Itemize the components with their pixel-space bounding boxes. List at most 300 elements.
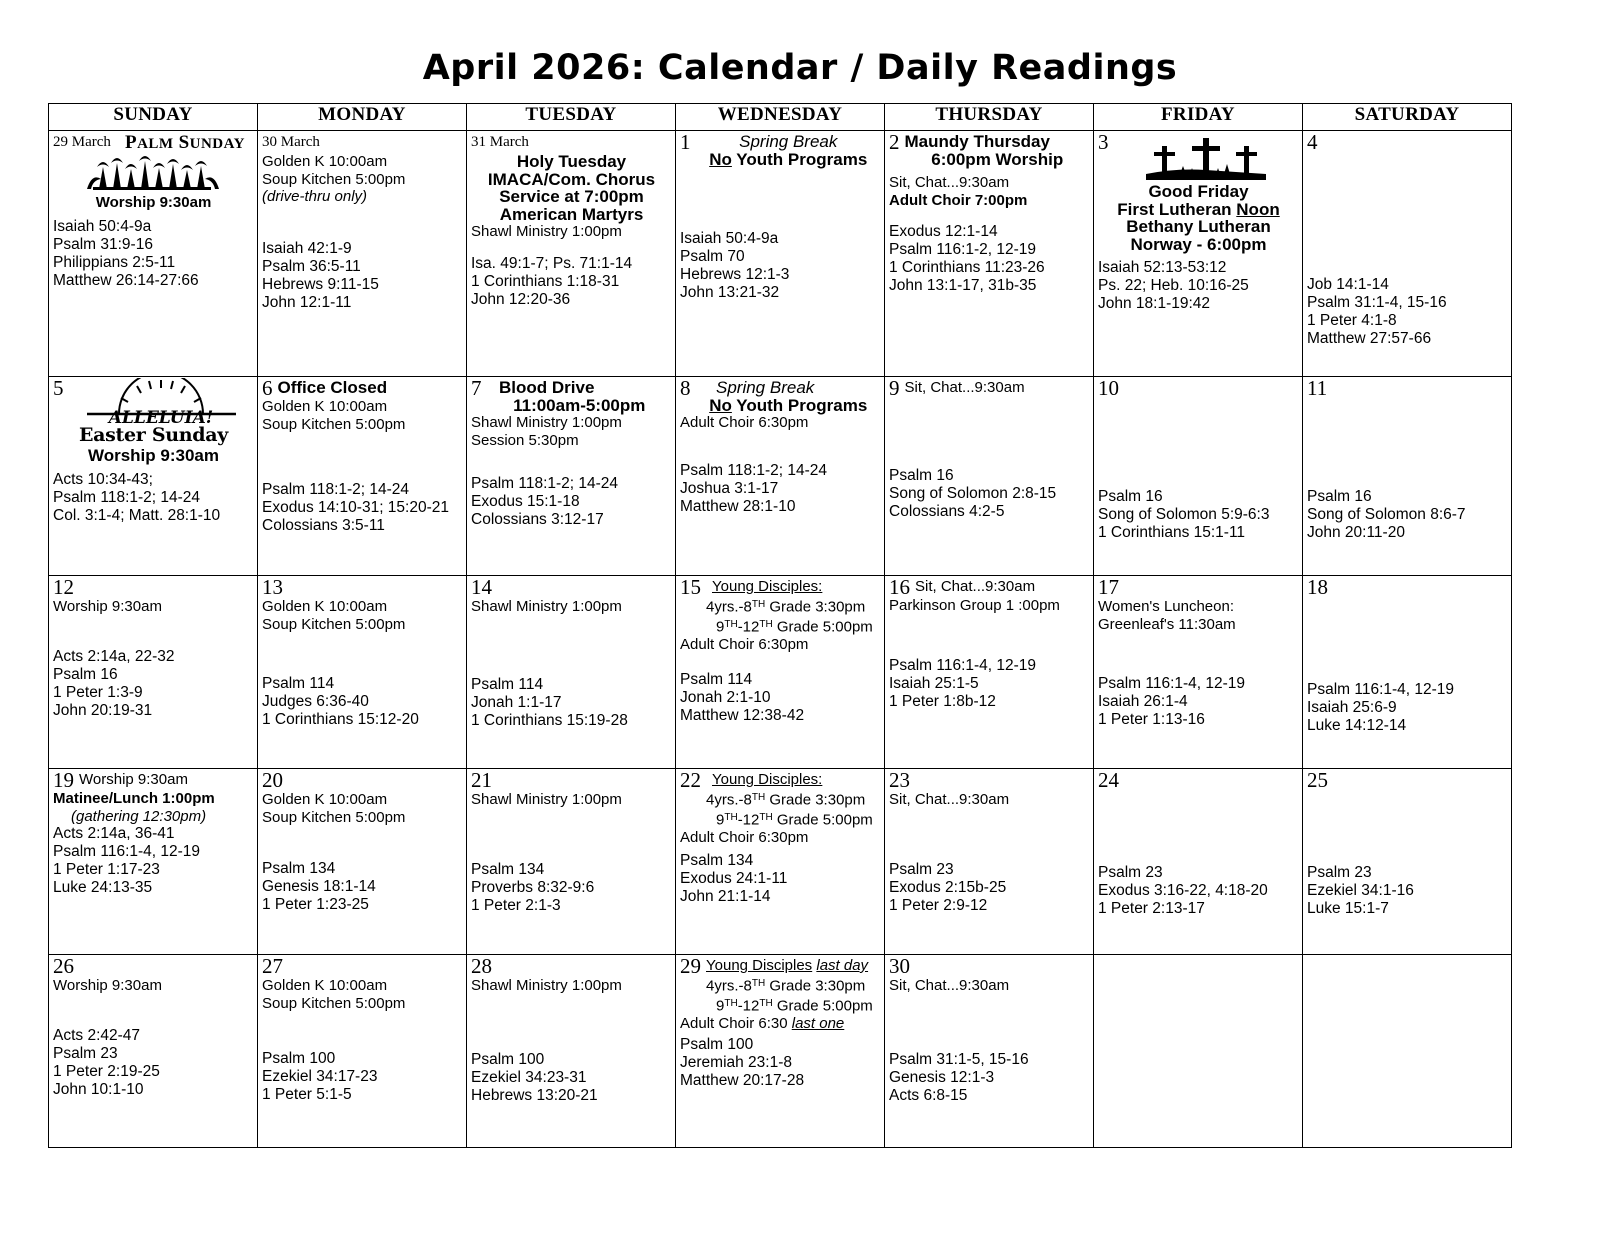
reading-item: Song of Solomon 8:6-7 [1307,506,1466,523]
svg-text:ALLELUIA!: ALLELUIA! [108,408,214,424]
readings-list [680,1036,881,1090]
reading-item: Psalm 31:1-4, 15-16 [1307,294,1447,311]
reading-item: Psalm 116:1-2, 12-19 [889,241,1037,258]
calendar-cell[interactable] [1303,769,1512,955]
reading-item: Psalm 23 [889,860,954,878]
calendar-cell-empty [1094,955,1303,1148]
alleluia-sunrise-icon [53,378,254,424]
event-item: First Lutheran Noon [1117,199,1280,219]
event-item: (gathering 12:30pm) [71,807,207,825]
event-list [680,132,881,168]
readings-list [53,1027,254,1099]
reading-item: John 10:1-10 [53,1080,144,1098]
weekday-header-monday [258,104,467,131]
reading-item: Isaiah 26:1-4 [1098,693,1188,710]
reading-item: Ezekiel 34:17-23 [262,1068,378,1085]
event-list [471,790,672,809]
page-title: April 2026: Calendar / Daily Readings [422,48,1178,88]
event-item: Worship 9:30am [95,194,212,211]
event-item: Bethany Lutheran [1126,217,1271,236]
reading-item: Psalm 16 [1098,488,1163,505]
event-list [889,577,1090,615]
event-item: Sit, Chat...9:30am [889,791,1010,808]
reading-item: Exodus 24:1-11 [680,870,788,887]
event-list [53,446,254,465]
event-item: Sit, Chat...9:30am [904,379,1025,396]
reading-item: 1 Peter 1:3-9 [53,683,143,701]
event-item: Sit, Chat...9:30am [889,174,1010,191]
event-item: Service at 7:00pm [499,187,644,206]
event-item: Worship 9:30am [87,446,219,465]
readings-list [471,1051,672,1105]
calendar-cell[interactable] [467,377,676,576]
event-item: Women's Luncheon: [1098,598,1235,615]
calendar-table [48,103,1512,1148]
weekday-label: THURSDAY [935,104,1043,125]
event-list [53,976,254,995]
day-number: 26 [53,954,74,978]
event-item: 6:00pm Worship [931,149,1064,169]
day-number: 14 [471,575,492,599]
day-number: 5 [53,376,64,400]
calendar-cell[interactable] [49,769,258,955]
event-list [889,790,1090,809]
reading-item: Psalm 116:1-4, 12-19 [1098,675,1246,692]
day-number: 13 [262,575,283,599]
reading-item: Isaiah 50:4-9a [680,230,779,247]
calendar-cell[interactable] [676,955,885,1148]
reading-item: Psalm 116:1-4, 12-19 [1307,681,1455,698]
day-number: 31 March [471,134,529,150]
reading-item: Exodus 14:10-31; 15:20-21 [262,499,449,516]
weekday-header-friday [1094,104,1303,131]
reading-item: Colossians 3:5-11 [262,517,385,534]
readings-list [262,675,463,729]
event-item: Adult Choir 6:30 last one [680,1014,845,1032]
event-list [680,956,881,1032]
event-item: Shawl Ministry 1:00pm [471,598,622,615]
calendar-cell[interactable] [676,769,885,955]
readings-list [53,648,254,720]
day-number: 29 [680,954,701,978]
readings-list [1098,488,1299,542]
event-item: (drive-thru only) [262,188,368,205]
day-number: 2 [889,130,900,154]
calendar-cell[interactable] [258,131,467,377]
calendar-cell[interactable] [258,769,467,955]
event-list [889,132,1090,209]
reading-item: 1 Peter 2:1-3 [471,896,561,914]
event-list [889,376,1090,400]
calendar-cell[interactable] [49,131,258,377]
readings-list [1307,488,1508,542]
calendar-week-row [49,769,1512,955]
event-item: 9TH-12TH Grade 5:00pm [716,811,873,828]
calendar-cell[interactable] [1303,377,1512,576]
weekday-label: SUNDAY [113,104,193,125]
event-item: Session 5:30pm [471,431,579,449]
reading-item: 1 Peter 1:8b-12 [889,692,996,710]
day-number: 25 [1307,768,1328,792]
readings-list [1307,276,1508,348]
event-list [889,976,1090,995]
reading-item: Psalm 100 [262,1050,336,1067]
calendar-cell[interactable] [885,576,1094,769]
readings-list [262,481,463,535]
readings-list [471,255,672,309]
reading-item: Proverbs 8:32-9:6 [471,878,595,896]
event-item: Soup Kitchen 5:00pm [262,994,406,1012]
readings-list [1307,864,1508,918]
day-number: 12 [53,575,74,599]
reading-item: Psalm 116:1-4, 12-19 [53,843,201,860]
readings-list [889,223,1090,295]
weekday-header-tuesday [467,104,676,131]
readings-list [262,1050,463,1104]
event-list [53,193,254,212]
reading-item: 1 Peter 1:23-25 [262,896,369,913]
event-list [262,790,463,826]
event-list [262,976,463,1012]
reading-item: John 13:1-17, 31b-35 [889,277,1037,294]
reading-item: John 12:1-11 [262,293,352,311]
event-list [471,378,672,449]
event-list [262,152,463,206]
reading-item: Psalm 114 [680,671,753,688]
reading-item: Exodus 15:1-18 [471,493,580,510]
reading-item: Jeremiah 23:1-8 [680,1054,793,1071]
reading-item: Isaiah 50:4-9a [53,217,152,235]
reading-item: Matthew 28:1-10 [680,497,796,515]
event-list [680,770,881,846]
reading-item: Acts 2:14a, 22-32 [53,647,175,665]
weekday-label: SATURDAY [1354,104,1460,125]
readings-list [1098,675,1299,729]
reading-item: Acts 10:34-43; [53,470,153,488]
day-number: 10 [1098,376,1119,400]
weekday-label: MONDAY [318,104,406,125]
event-item: 11:00am-5:00pm [513,395,646,415]
reading-item: Genesis 12:1-3 [889,1068,995,1086]
event-item: IMACA/Com. Chorus [487,169,656,189]
calendar-week-row [49,955,1512,1148]
calendar-cell[interactable] [1094,769,1303,955]
day-number: 6 [262,376,273,400]
event-item: Young Disciples: [712,578,823,595]
calendar-cell[interactable] [467,576,676,769]
event-list [471,152,672,241]
reading-item: John 18:1-19:42 [1098,295,1211,312]
calendar-cell[interactable] [49,955,258,1148]
event-list [471,976,672,995]
readings-list [889,861,1090,915]
reading-item: Psalm 16 [53,665,118,683]
event-item: Soup Kitchen 5:00pm [262,808,406,826]
event-item: American Martyrs [499,204,644,224]
reading-item: John 12:20-36 [471,290,571,308]
easter-sunday-label: Easter Sunday [78,424,229,446]
reading-item: Psalm 116:1-4, 12-19 [889,656,1037,674]
event-item: 9TH-12TH Grade 5:00pm [716,997,873,1014]
calendar-cell[interactable] [1094,131,1303,377]
reading-item: Psalm 134 [471,860,545,878]
reading-item: Matthew 20:17-28 [680,1072,805,1089]
day-number: 24 [1098,768,1119,792]
event-list [53,597,254,616]
reading-item: Psalm 100 [471,1050,545,1068]
reading-item: 1 Peter 1:13-16 [1098,711,1205,728]
readings-list [1098,259,1299,313]
event-item: Spring Break [739,132,838,151]
readings-list [471,676,672,730]
calendar-cell[interactable] [676,377,885,576]
calendar-cell[interactable] [885,955,1094,1148]
calendar-cell[interactable] [1303,131,1512,377]
day-number: 3 [1098,130,1109,154]
reading-item: Job 14:1-14 [1307,276,1389,293]
readings-list [262,860,463,914]
readings-list [1098,864,1299,918]
weekday-label: TUESDAY [525,104,617,125]
event-item: Worship 9:30am [53,977,162,994]
reading-item: Matthew 27:57-66 [1307,330,1432,347]
reading-item: Isaiah 42:1-9 [262,239,352,257]
event-item: Adult Choir 6:30pm [680,414,809,431]
event-item: Matinee/Lunch 1:00pm [53,790,215,807]
reading-item: 1 Peter 4:1-8 [1307,312,1397,329]
reading-item: Psalm 31:1-5, 15-16 [889,1050,1029,1068]
event-item: Sit, Chat...9:30am [915,578,1036,595]
reading-item: Genesis 18:1-14 [262,878,376,895]
reading-item: Hebrews 9:11-15 [262,275,379,293]
reading-item: Psalm 118:1-2; 14-24 [471,475,619,492]
readings-list [471,861,672,915]
reading-item: 1 Peter 1:17-23 [53,861,160,878]
reading-item: Psalm 23 [53,1044,118,1062]
calendar-cell[interactable] [258,955,467,1148]
readings-list [680,462,881,516]
day-number: 30 [889,954,910,978]
day-number: 1 [680,130,691,154]
reading-item: Hebrews 12:1-3 [680,266,790,283]
reading-item: Colossians 3:12-17 [471,511,604,528]
calendar-cell[interactable] [885,131,1094,377]
day-number: 30 March [262,134,320,150]
reading-item: Psalm 134 [262,860,336,877]
weekday-header-thursday [885,104,1094,131]
event-item: 9TH-12TH Grade 5:00pm [716,618,873,635]
reading-item: John 20:19-31 [53,701,153,719]
event-item: Adult Choir 6:30pm [680,828,809,846]
event-item: Shawl Ministry 1:00pm [471,977,622,994]
event-item: Soup Kitchen 5:00pm [262,415,406,433]
reading-item: Psalm 16 [889,466,954,484]
reading-item: Matthew 26:14-27:66 [53,271,199,289]
reading-item: 1 Peter 2:13-17 [1098,900,1205,917]
day-number: 15 [680,575,701,599]
readings-list [471,475,672,529]
calendar-cell[interactable] [467,769,676,955]
readings-list [680,671,881,725]
event-item: Golden K 10:00am [262,791,388,808]
calendar-cell[interactable] [676,131,885,377]
weekday-header-sunday [49,104,258,131]
calendar-cell[interactable] [1094,377,1303,576]
event-item: Shawl Ministry 1:00pm [471,414,622,431]
reading-item: Psalm 100 [680,1036,754,1053]
event-item: Blood Drive [499,378,595,397]
day-number: 29 March [53,134,111,150]
event-item: Adult Choir 6:30pm [680,635,809,653]
calendar-cell[interactable] [1094,576,1303,769]
event-item: Spring Break [716,378,815,397]
reading-item: Philippians 2:5-11 [53,253,176,271]
reading-item: Isaiah 25:1-5 [889,674,979,692]
day-number: 21 [471,768,492,792]
day-number: 9 [889,376,900,400]
calendar-cell[interactable] [49,377,258,576]
event-item: Golden K 10:00am [262,598,388,615]
reading-item: John 20:11-20 [1307,524,1405,541]
reading-item: 1 Corinthians 15:19-28 [471,711,628,729]
day-number: 22 [680,768,701,792]
event-item: Golden K 10:00am [262,153,388,170]
reading-item: Joshua 3:1-17 [680,479,779,497]
reading-item: Psalm 134 [680,852,754,869]
readings-list [1307,681,1508,735]
event-list [471,597,672,616]
calendar-cell[interactable] [676,576,885,769]
reading-item: Col. 3:1-4; Matt. 28:1-10 [53,506,221,524]
readings-list [889,657,1090,711]
reading-item: Song of Solomon 5:9-6:3 [1098,506,1270,523]
reading-item: Acts 2:42-47 [53,1026,141,1044]
event-list [680,378,881,432]
reading-item: 1 Corinthians 15:12-20 [262,711,419,728]
event-item: Worship 9:30am [79,771,188,788]
reading-item: Isa. 49:1-7; Ps. 71:1-14 [471,254,633,272]
reading-item: Psalm 118:1-2; 14-24 [680,461,828,479]
reading-item: Psalm 16 [1307,488,1372,505]
calendar-week-row [49,131,1512,377]
calendar-cell[interactable] [49,576,258,769]
reading-item: Ezekiel 34:23-31 [471,1068,587,1086]
reading-item: 1 Peter 2:9-12 [889,896,988,914]
reading-item: Song of Solomon 2:8-15 [889,484,1057,502]
event-item: Young Disciples: [712,771,823,788]
event-item: Golden K 10:00am [262,977,388,994]
event-item: Young Disciples last day [706,957,869,974]
reading-item: 1 Corinthians 11:23-26 [889,259,1045,276]
reading-item: 1 Peter 2:19-25 [53,1062,160,1080]
readings-list [53,471,254,525]
reading-item: John 21:1-14 [680,888,771,905]
calendar-week-row [49,576,1512,769]
readings-list [680,230,881,302]
calendar-week-row [49,377,1512,576]
event-item: Adult Choir 7:00pm [889,191,1028,209]
reading-item: Hebrews 13:20-21 [471,1086,598,1104]
reading-item: Jonah 1:1-17 [471,693,562,711]
reading-item: Psalm 70 [680,248,745,265]
event-item: 4yrs.-8TH Grade 3:30pm [706,791,866,808]
day-number: 23 [889,768,910,792]
reading-item: Psalm 31:9-16 [53,235,153,253]
reading-item: Luke 15:1-7 [1307,900,1389,917]
calendar-cell[interactable] [467,955,676,1148]
reading-item: Exodus 2:15b-25 [889,878,1007,896]
event-item: No Youth Programs [709,395,868,415]
readings-list [262,240,463,312]
reading-item: 1 Corinthians 15:1-11 [1098,524,1246,541]
reading-item: Psalm 114 [262,675,335,692]
event-item: Office Closed [277,378,388,397]
weekday-header-saturday [1303,104,1512,131]
event-item: Parkinson Group 1 :00pm [889,597,1060,614]
calendar-cell[interactable] [885,377,1094,576]
reading-item: Exodus 12:1-14 [889,223,998,240]
reading-item: John 13:21-32 [680,284,780,301]
calendar-cell[interactable] [467,131,676,377]
day-number: 17 [1098,575,1119,599]
calendar-cell[interactable] [885,769,1094,955]
reading-item: Exodus 3:16-22, 4:18-20 [1098,882,1268,899]
day-number: 20 [262,768,283,792]
event-list [262,597,463,633]
day-number: 27 [262,954,283,978]
reading-item: Ps. 22; Heb. 10:16-25 [1098,277,1249,294]
readings-list [680,852,881,906]
reading-item: Luke 24:13-35 [53,879,153,896]
readings-list [53,825,254,897]
reading-item: Matthew 12:38-42 [680,707,805,724]
reading-item: Judges 6:36-40 [262,693,369,710]
event-list [53,770,254,825]
reading-item: Colossians 4:2-5 [889,502,1005,520]
day-number: 28 [471,954,492,978]
reading-item: 1 Peter 5:1-5 [262,1086,352,1103]
event-item: Soup Kitchen 5:00pm [262,615,406,633]
day-number: 4 [1307,130,1318,154]
day-number: 11 [1307,376,1328,400]
palm-branches-icon [53,155,254,191]
event-item: Worship 9:30am [53,598,162,615]
reading-item: Acts 2:14a, 36-41 [53,825,175,842]
reading-item: Acts 6:8-15 [889,1086,968,1104]
reading-item: Luke 14:12-14 [1307,717,1407,734]
reading-item: 1 Corinthians 1:18-31 [471,272,620,290]
event-list [262,378,463,433]
calendar-cell[interactable] [1303,576,1512,769]
event-item: 4yrs.-8TH Grade 3:30pm [706,598,866,615]
reading-item: Psalm 118:1-2; 14-24 [262,481,410,498]
day-number: 18 [1307,575,1328,599]
readings-list [889,1051,1090,1105]
event-item: Maundy Thursday [904,132,1050,151]
day-number: 7 [471,376,482,400]
calendar-cell[interactable] [258,377,467,576]
calendar-cell-empty [1303,955,1512,1148]
event-list [1098,597,1299,633]
event-item: Shawl Ministry 1:00pm [471,791,622,808]
calendar-cell[interactable] [258,576,467,769]
three-crosses-icon [1098,132,1299,182]
event-list [1098,182,1299,253]
event-item: Golden K 10:00am [262,398,388,415]
event-item: Shawl Ministry 1:00pm [471,223,622,240]
reading-item: Jonah 2:1-10 [680,689,771,706]
weekday-header-wednesday [676,104,885,131]
